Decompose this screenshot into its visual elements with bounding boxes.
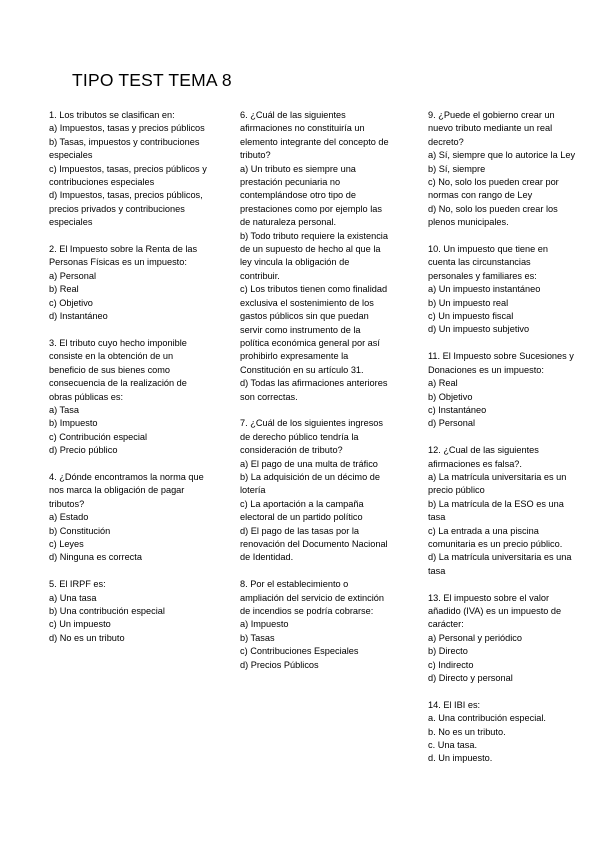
- answer-option: c) Los tributos tienen como finalidad exclusiva el sostenimiento de los gastos públicos sin que puedan servir como instrumento de la política económica general por así prohibirlo expresamente la Constitución en su artículo 31.: [240, 284, 388, 375]
- question-text: 5. El IRPF es:: [49, 579, 106, 590]
- answer-option: d) Ninguna es correcta: [49, 552, 142, 563]
- document-title: TIPO TEST TEMA 8: [72, 70, 232, 90]
- answer-option: a) Impuesto: [240, 619, 289, 630]
- question-text: 14. El IBI es:: [428, 699, 481, 710]
- answer-option: a) Una tasa: [49, 592, 97, 603]
- question-block: [428, 699, 578, 766]
- answer-option: b) Un impuesto real: [428, 297, 509, 308]
- question-text: 10. Un impuesto que tiene en cuenta las circunstancias personales y familiares es:: [428, 244, 549, 281]
- question-text: 7. ¿Cuál de los siguientes ingresos de derecho público tendría la consideración de tributo?: [240, 418, 383, 456]
- answer-option: c) Contribución especial: [49, 431, 148, 442]
- answer-option: b. No es un tributo.: [428, 726, 506, 737]
- answer-option: b) Tasas, impuestos y contribuciones especiales: [49, 136, 200, 161]
- answer-option: c) La entrada a una piscina comunitaria es un precio público.: [428, 525, 563, 549]
- question-text: 9. ¿Puede el gobierno crear un nuevo tributo mediante un real decreto?: [428, 110, 555, 147]
- answer-option: b) Directo: [428, 646, 468, 657]
- answer-option: a) Real: [428, 378, 458, 389]
- question-text: 13. El impuesto sobre el valor añadido (IVA) es un impuesto de carácter:: [428, 592, 562, 630]
- question-block: [240, 578, 390, 672]
- question-block: [49, 109, 209, 230]
- answer-option: b) Todo tributo requiere la existencia de un supuesto de hecho al que la ley vincula la obligación de contribuir.: [240, 230, 388, 281]
- answer-option: c) Impuestos, tasas, precios públicos y contribuciones especiales: [49, 163, 207, 188]
- answer-option: c) Instantáneo: [428, 404, 487, 415]
- answer-option: d) Impuestos, tasas, precios públicos, precios privados y contribuciones especiales: [49, 190, 203, 228]
- column-2: [240, 109, 390, 685]
- answer-option: b) La matrícula de la ESO es una tasa: [428, 498, 564, 523]
- question-text: 12. ¿Cual de las siguientes afirmaciones es falsa?.: [428, 445, 539, 469]
- answer-option: d) Un impuesto subjetivo: [428, 324, 530, 335]
- answer-option: a. Una contribución especial.: [428, 713, 546, 724]
- question-text: 6. ¿Cuál de las siguientes afirmaciones no constituiría un elemento integrante del concepto de tributo?: [240, 110, 389, 161]
- question-text: 4. ¿Dónde encontramos la norma que nos marca la obligación de pagar tributos?: [49, 471, 204, 509]
- answer-option: a) Impuestos, tasas y precios públicos: [49, 123, 205, 134]
- answer-option: b) Constitución: [49, 525, 111, 536]
- column-1: [49, 109, 209, 659]
- answer-option: d) Personal: [428, 418, 475, 429]
- answer-option: c) Indirecto: [428, 659, 474, 670]
- answer-option: d) El pago de las tasas por la renovación del Documento Nacional de Identidad.: [240, 525, 388, 563]
- answer-option: b) Tasas: [240, 632, 275, 643]
- question-block: [240, 109, 390, 404]
- answer-option: a) Sí, siempre que lo autorice la Ley: [428, 150, 576, 161]
- answer-option: a) Personal: [49, 270, 96, 281]
- answer-option: d) La matrícula universitaria es una tasa: [428, 552, 572, 576]
- answer-option: d) No, solo los pueden crear los plenos municipales.: [428, 203, 558, 228]
- question-block: [49, 243, 209, 323]
- answer-option: d) Todas las afirmaciones anteriores son correctas.: [240, 378, 388, 402]
- answer-option: d) Precio público: [49, 445, 118, 456]
- answer-option: d) Precios Públicos: [240, 659, 319, 670]
- answer-option: c) Un impuesto: [49, 619, 111, 630]
- question-text: 11. El Impuesto sobre Sucesiones y Donaciones es un impuesto:: [428, 351, 574, 375]
- question-block: [428, 109, 578, 230]
- question-block: [428, 243, 578, 337]
- answer-option: b) Objetivo: [428, 391, 473, 402]
- question-block: [428, 444, 578, 578]
- column-3: [428, 109, 578, 779]
- question-block: [428, 350, 578, 430]
- question-block: [49, 337, 209, 458]
- question-text: 1. Los tributos se clasifican en:: [49, 110, 175, 120]
- question-block: [49, 471, 209, 565]
- answer-option: b) Sí, siempre: [428, 163, 486, 174]
- answer-option: c) No, solo los pueden crear por normas con rango de Ley: [428, 177, 559, 201]
- answer-option: b) Impuesto: [49, 418, 98, 429]
- question-text: 2. El Impuesto sobre la Renta de las Personas Físicas es un impuesto:: [49, 244, 198, 268]
- question-text: 3. El tributo cuyo hecho imponible consiste en la obtención de un beneficio de sus bienes como consecuencia de la realización de obras públicas es:: [49, 337, 187, 402]
- answer-option: a) Personal y periódico: [428, 632, 522, 643]
- answer-option: b) La adquisición de un décimo de lotería: [240, 471, 380, 496]
- answer-option: d) Instantáneo: [49, 311, 108, 322]
- answer-option: d) No es un tributo: [49, 632, 125, 643]
- question-text: 8. Por el establecimiento o ampliación del servicio de extinción de incendios se podría cobrarse:: [240, 579, 385, 616]
- answer-option: a) Tasa: [49, 404, 79, 415]
- answer-option: a) El pago de una multa de tráfico: [240, 458, 378, 469]
- question-block: [240, 417, 390, 564]
- answer-option: c) Contribuciones Especiales: [240, 646, 359, 657]
- question-block: [428, 592, 578, 686]
- answer-option: c) La aportación a la campaña electoral de un partido político: [240, 498, 364, 523]
- question-block: [49, 578, 209, 645]
- answer-option: a) Un impuesto instantáneo: [428, 284, 541, 295]
- answer-option: a) La matrícula universitaria es un precio público: [428, 471, 567, 496]
- answer-option: b) Real: [49, 284, 79, 295]
- answer-option: c) Leyes: [49, 538, 84, 549]
- answer-option: c. Una tasa.: [428, 740, 478, 751]
- answer-option: c) Un impuesto fiscal: [428, 311, 514, 322]
- answer-option: c) Objetivo: [49, 297, 93, 308]
- answer-option: d. Un impuesto.: [428, 753, 493, 764]
- answer-option: a) Estado: [49, 512, 89, 523]
- answer-option: a) Un tributo es siempre una prestación pecuniaria no contemplándose otro tipo de prestaciones como por ejemplo las de naturaleza personal.: [240, 163, 382, 228]
- answer-option: d) Directo y personal: [428, 673, 513, 683]
- answer-option: b) Una contribución especial: [49, 605, 165, 616]
